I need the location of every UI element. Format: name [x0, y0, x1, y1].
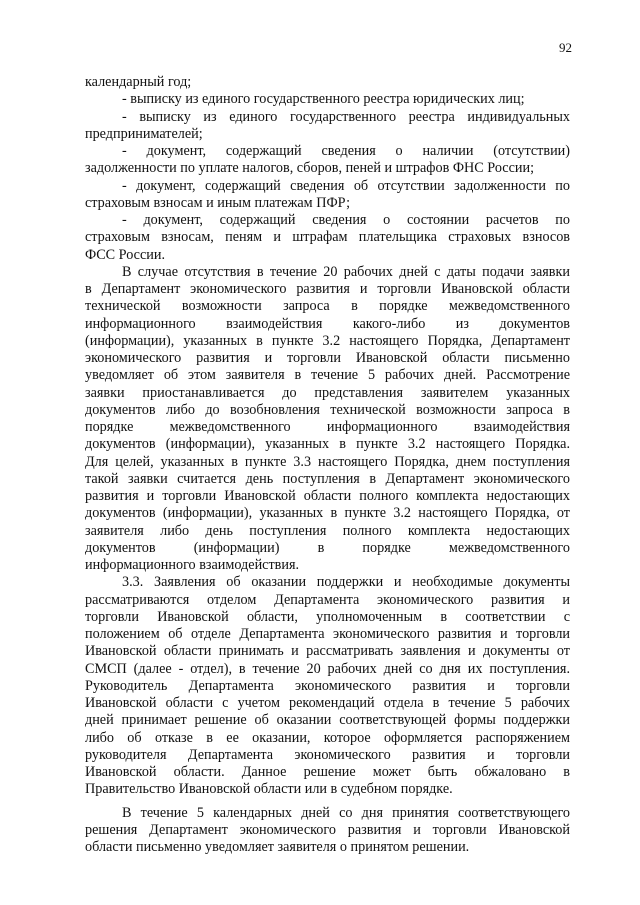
- text-line: дней принимает решение об оказании соответствующей формы поддержки: [85, 712, 570, 729]
- text-line: такой заявки считается день поступления в Департамент экономического: [85, 470, 570, 487]
- text-line: документов (информации) в порядке межведомственного: [85, 539, 570, 556]
- text-line: документов (информации), указанных в пункте 3.2 настоящего Порядка, от: [85, 505, 570, 522]
- text-line: информационного взаимодействия какого-либо из документов: [85, 315, 570, 332]
- text-line: заявки приостанавливается до представления заявителем указанных: [85, 384, 570, 401]
- text-line: предпринимателей;: [85, 125, 203, 142]
- text-line: задолженности по уплате налогов, сборов, пеней и штрафов ФНС России;: [85, 160, 535, 177]
- text-line: - выписку из единого государственного реестра индивидуальных: [122, 108, 570, 125]
- text-line: Ивановской области принимать и рассматривать заявления и документы от: [85, 643, 570, 660]
- text-line: уведомляет об этом заявителя в течение 5 рабочих дней. Рассмотрение: [85, 367, 570, 384]
- text-line: Руководитель Департамента экономического развития и торговли: [85, 677, 570, 694]
- text-line: - выписку из единого государственного реестра юридических лиц;: [122, 91, 525, 108]
- text-line: В течение 5 календарных дней со дня принятия соответствующего: [122, 804, 570, 821]
- text-line: решения Департамент экономического развития и торговли Ивановской: [85, 821, 570, 838]
- text-line: руководителя Департамента экономического развития и торговли: [85, 746, 570, 763]
- text-line: 3.3. Заявления об оказании поддержки и необходимые документы: [122, 574, 570, 591]
- page-number: 92: [559, 40, 572, 55]
- text-line: технической возможности запроса в порядке межведомственного: [85, 298, 570, 315]
- body-text: [85, 74, 570, 856]
- text-line: области письменно уведомляет заявителя о принятом решении.: [85, 839, 470, 855]
- text-line: документов (информации), указанных в пункте 3.2 настоящего Порядка.: [85, 436, 570, 453]
- text-line: заявителя либо день поступления полного комплекта недостающих: [85, 522, 570, 539]
- text-line: - документ, содержащий сведения о состоянии расчетов по: [122, 212, 570, 228]
- text-line: Ивановской области. Данное решение может быть обжаловано в: [85, 764, 570, 780]
- text-line: СМСП (далее - отдел), в течение 20 рабочих дней со дня их поступления.: [85, 660, 570, 677]
- text-line: положением об отделе Департамента экономического развития и торговли: [85, 626, 570, 642]
- text-line: Для целей, указанных в пункте 3.3 настоящего Порядка, днем поступления: [85, 453, 570, 470]
- text-line: страховым взносам, пеням и штрафам плательщика страховых взносов: [85, 229, 570, 246]
- text-line: порядке межведомственного информационного взаимодействия: [85, 419, 570, 435]
- text-line: Правительство Ивановской области или в судебном порядке.: [85, 781, 453, 798]
- text-line: торговли Ивановской области, уполномоченным в соответствии с: [85, 608, 570, 625]
- text-line: документов либо до возобновления технической возможности запроса в: [85, 401, 570, 418]
- text-line: ФСС России.: [85, 246, 165, 263]
- text-line: - документ, содержащий сведения о наличии (отсутствии): [122, 143, 570, 159]
- text-line: либо об отказе в ее оказании, которое оформляется распоряжением: [85, 729, 570, 746]
- text-line: развития и торговли Ивановской области полного комплекта недостающих: [85, 488, 570, 504]
- text-line: - документ, содержащий сведения об отсутствии задолженности по: [122, 177, 570, 194]
- text-line: рассматриваются отделом Департамента экономического развития и: [85, 591, 570, 608]
- text-line: В случае отсутствия в течение 20 рабочих дней с даты подачи заявки: [122, 263, 570, 280]
- text-line: в Департамент экономического развития и торговли Ивановской области: [85, 281, 570, 297]
- text-line: Ивановской области с учетом рекомендаций отдела в течение 5 рабочих: [85, 695, 570, 711]
- text-line: информационного взаимодействия.: [85, 557, 300, 573]
- text-line: экономического развития и торговли Ивановской области письменно: [85, 350, 570, 366]
- text-line: (информации), указанных в пункте 3.2 настоящего Порядка, Департамент: [85, 332, 570, 349]
- text-line: календарный год;: [85, 74, 192, 90]
- text-line: страховым взносам и иным платежам ПФР;: [85, 194, 351, 211]
